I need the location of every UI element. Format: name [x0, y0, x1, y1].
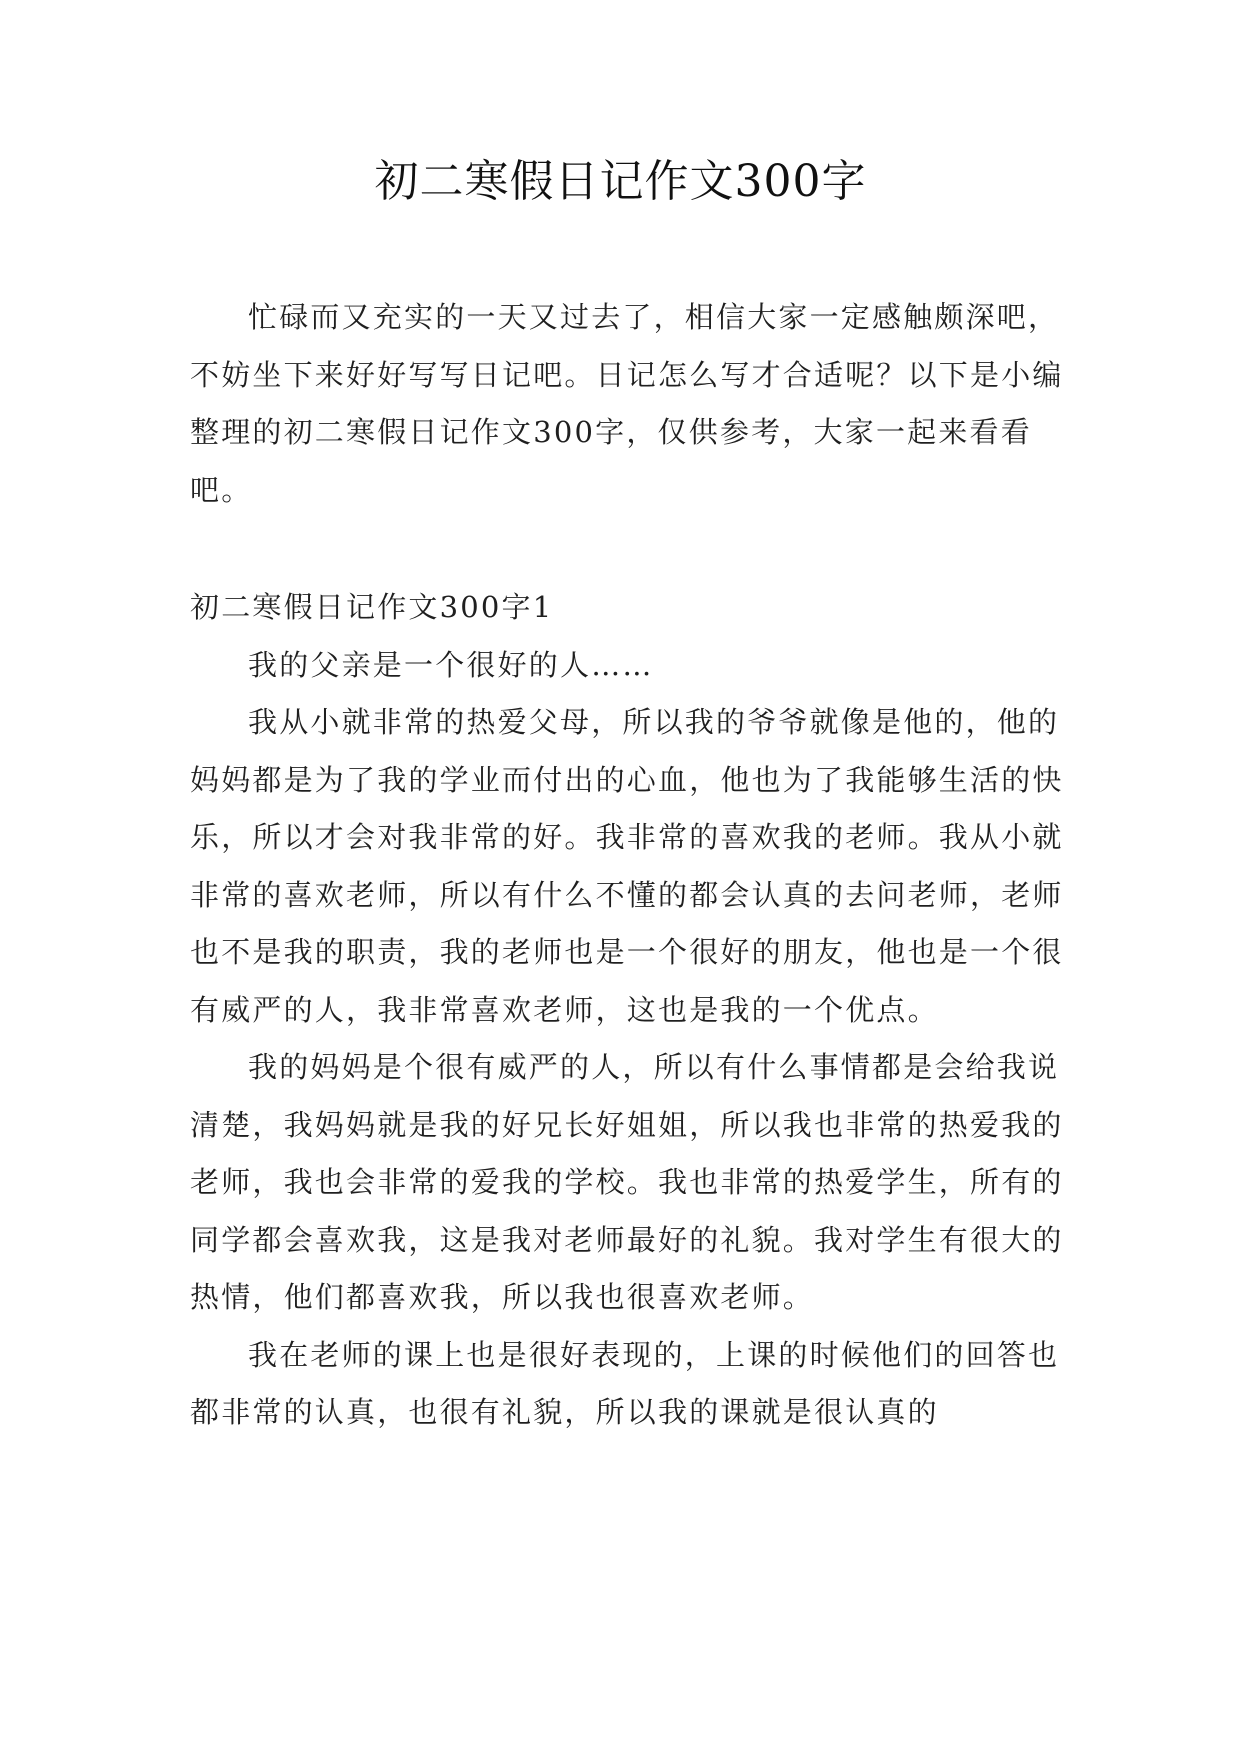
- body-paragraph-1: 我的父亲是一个很好的人……: [248, 647, 654, 682]
- section-heading: 初二寒假日记作文300字1: [190, 590, 554, 624]
- body-paragraph-4: 我在老师的课上也是很好表现的，上课的时候他们的回答也都非常的认真，也很有礼貌，所以我的课就是很认真的: [190, 1337, 1060, 1429]
- document-body: [190, 289, 1070, 1442]
- document-title: 初二寒假日记作文300字: [374, 156, 867, 207]
- body-paragraph-2: 我从小就非常的热爱父母，所以我的爷爷就像是他的，他的妈妈都是为了我的学业而付出的心血，他也为了我能够生活的快乐，所以才会对我非常的好。我非常的喜欢我的老师。我从小就非常的喜欢老师，所以有什么不懂的都会认真的去问老师，老师也不是我的职责，我的老师也是一个很好的朋友，他也是一个很有威严的人，我非常喜欢老师，这也是我的一个优点。: [190, 705, 1064, 1027]
- body-paragraph-3: 我的妈妈是个很有威严的人，所以有什么事情都是会给我说清楚，我妈妈就是我的好兄长好姐姐，所以我也非常的热爱我的老师，我也会非常的爱我的学校。我也非常的热爱学生，所有的同学都会喜欢我，这是我对老师最好的礼貌。我对学生有很大的热情，他们都喜欢我，所以我也很喜欢老师。: [190, 1050, 1064, 1314]
- intro-paragraph: 忙碌而又充实的一天又过去了，相信大家一定感触颇深吧，不妨坐下来好好写写日记吧。日记怎么写才合适呢？以下是小编整理的初二寒假日记作文300字，仅供参考，大家一起来看看吧。: [190, 300, 1064, 507]
